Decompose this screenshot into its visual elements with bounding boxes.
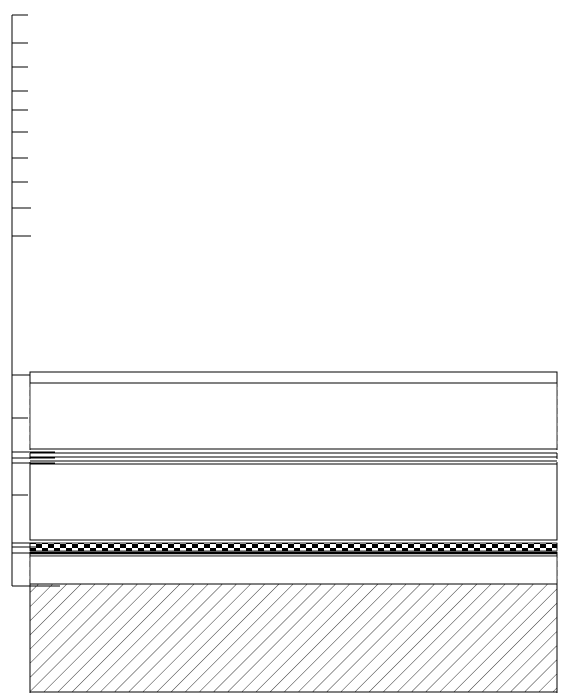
grass-strip xyxy=(30,372,557,383)
thin-layers xyxy=(30,449,557,464)
slope-layer xyxy=(30,556,557,584)
substrate-layer xyxy=(30,383,557,449)
concrete-slab xyxy=(30,584,557,692)
membrane-layers xyxy=(30,540,557,556)
xps-layer xyxy=(30,464,557,540)
